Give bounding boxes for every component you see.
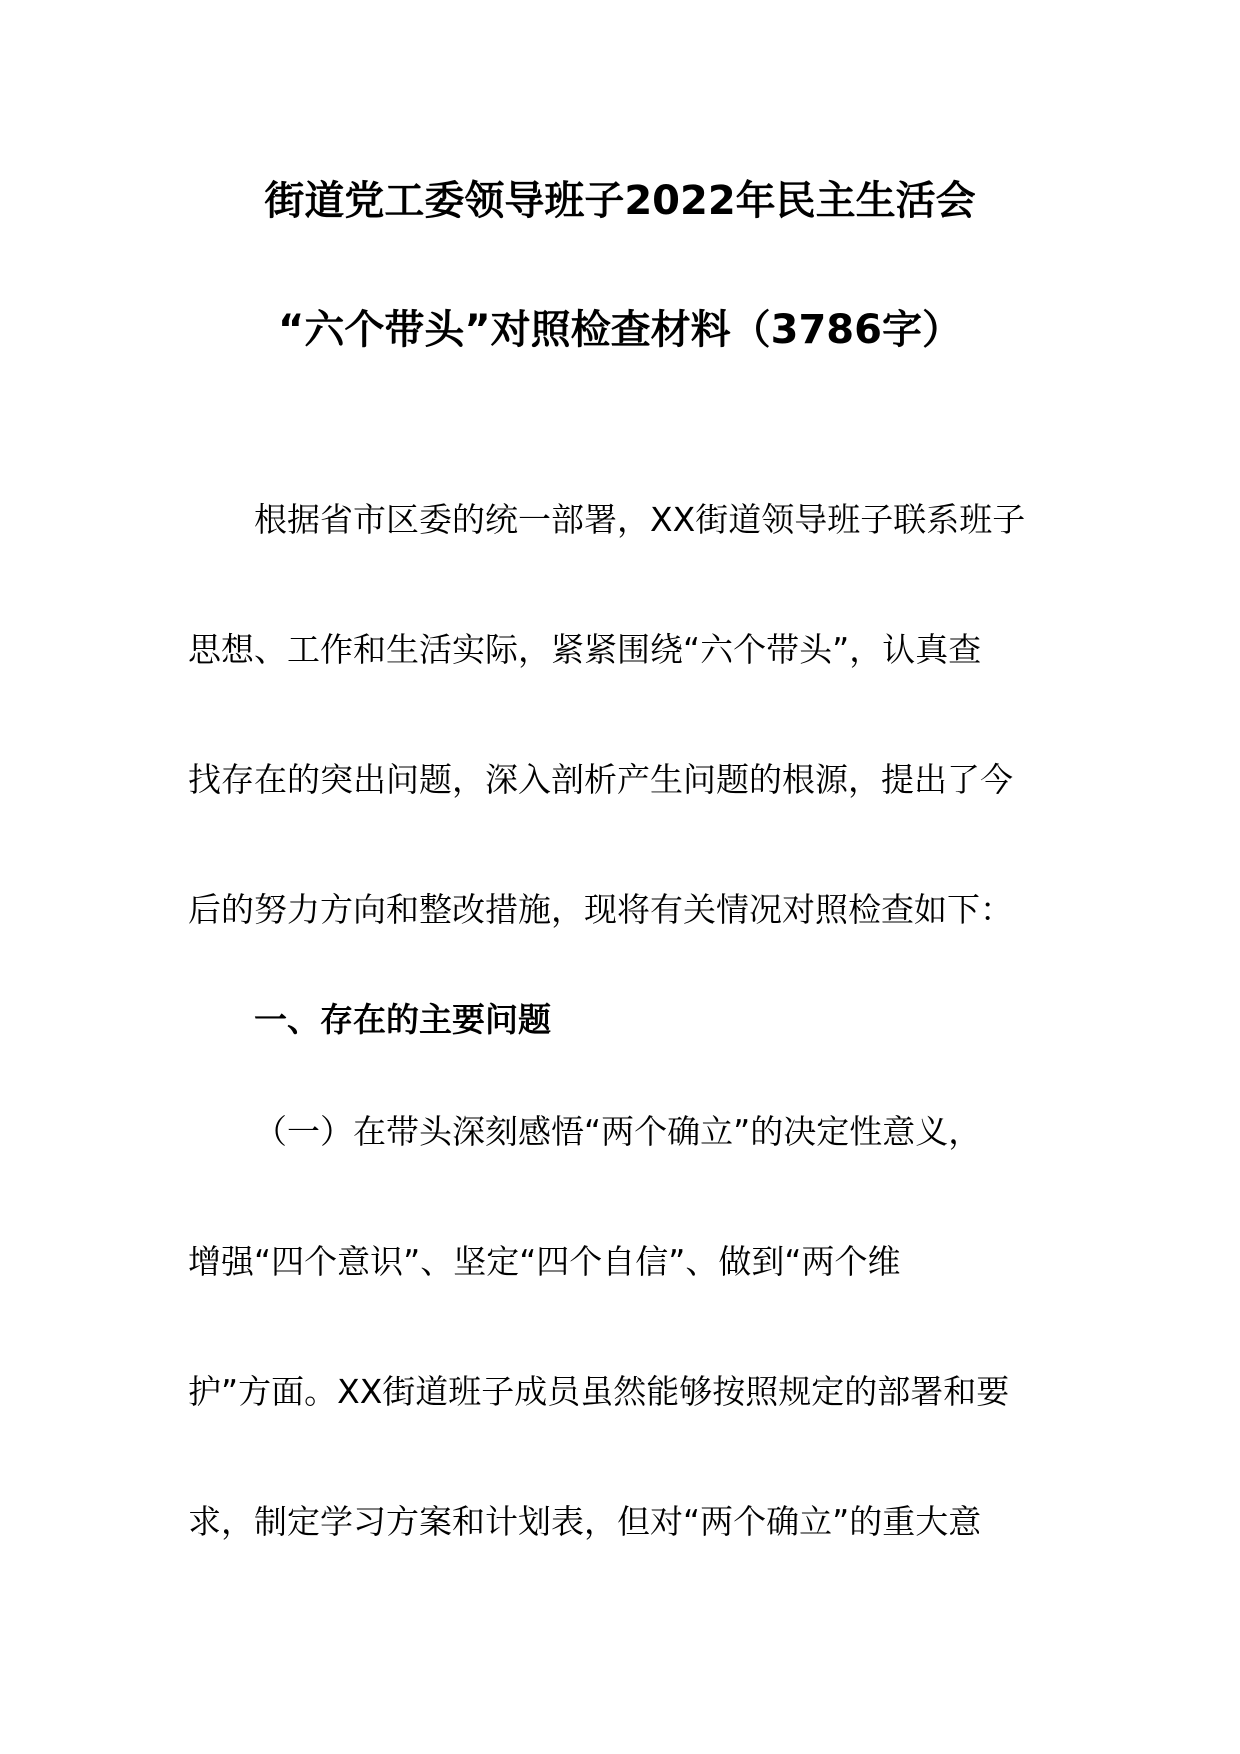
section-paragraph-line: 求，制定学习方案和计划表，但对“两个确立”的重大意 bbox=[188, 1502, 982, 1541]
intro-paragraph-line: 后的努力方向和整改措施，现将有关情况对照检查如下： bbox=[188, 890, 1013, 929]
section-paragraph-line: 增强“四个意识”、坚定“四个自信”、做到“两个维 bbox=[188, 1242, 901, 1281]
section-paragraph-line: 护”方面。XX街道班子成员虽然能够按照规定的部署和要 bbox=[188, 1372, 1010, 1411]
section-paragraph-line: （一）在带头深刻感悟“两个确立”的决定性意义， bbox=[254, 1112, 982, 1151]
section-heading: 一、存在的主要问题 bbox=[254, 1000, 551, 1039]
intro-paragraph-line: 找存在的突出问题，深入剖析产生问题的根源，提出了今 bbox=[188, 760, 1013, 799]
document-title-line-2: “六个带头”对照检查材料（3786字） bbox=[278, 307, 962, 353]
document-title-line-1: 街道党工委领导班子2022年民主生活会 bbox=[264, 178, 976, 224]
intro-paragraph-line: 根据省市区委的统一部署，XX街道领导班子联系班子 bbox=[254, 500, 1026, 539]
intro-paragraph-line: 思想、工作和生活实际，紧紧围绕“六个带头”，认真查 bbox=[188, 630, 982, 669]
